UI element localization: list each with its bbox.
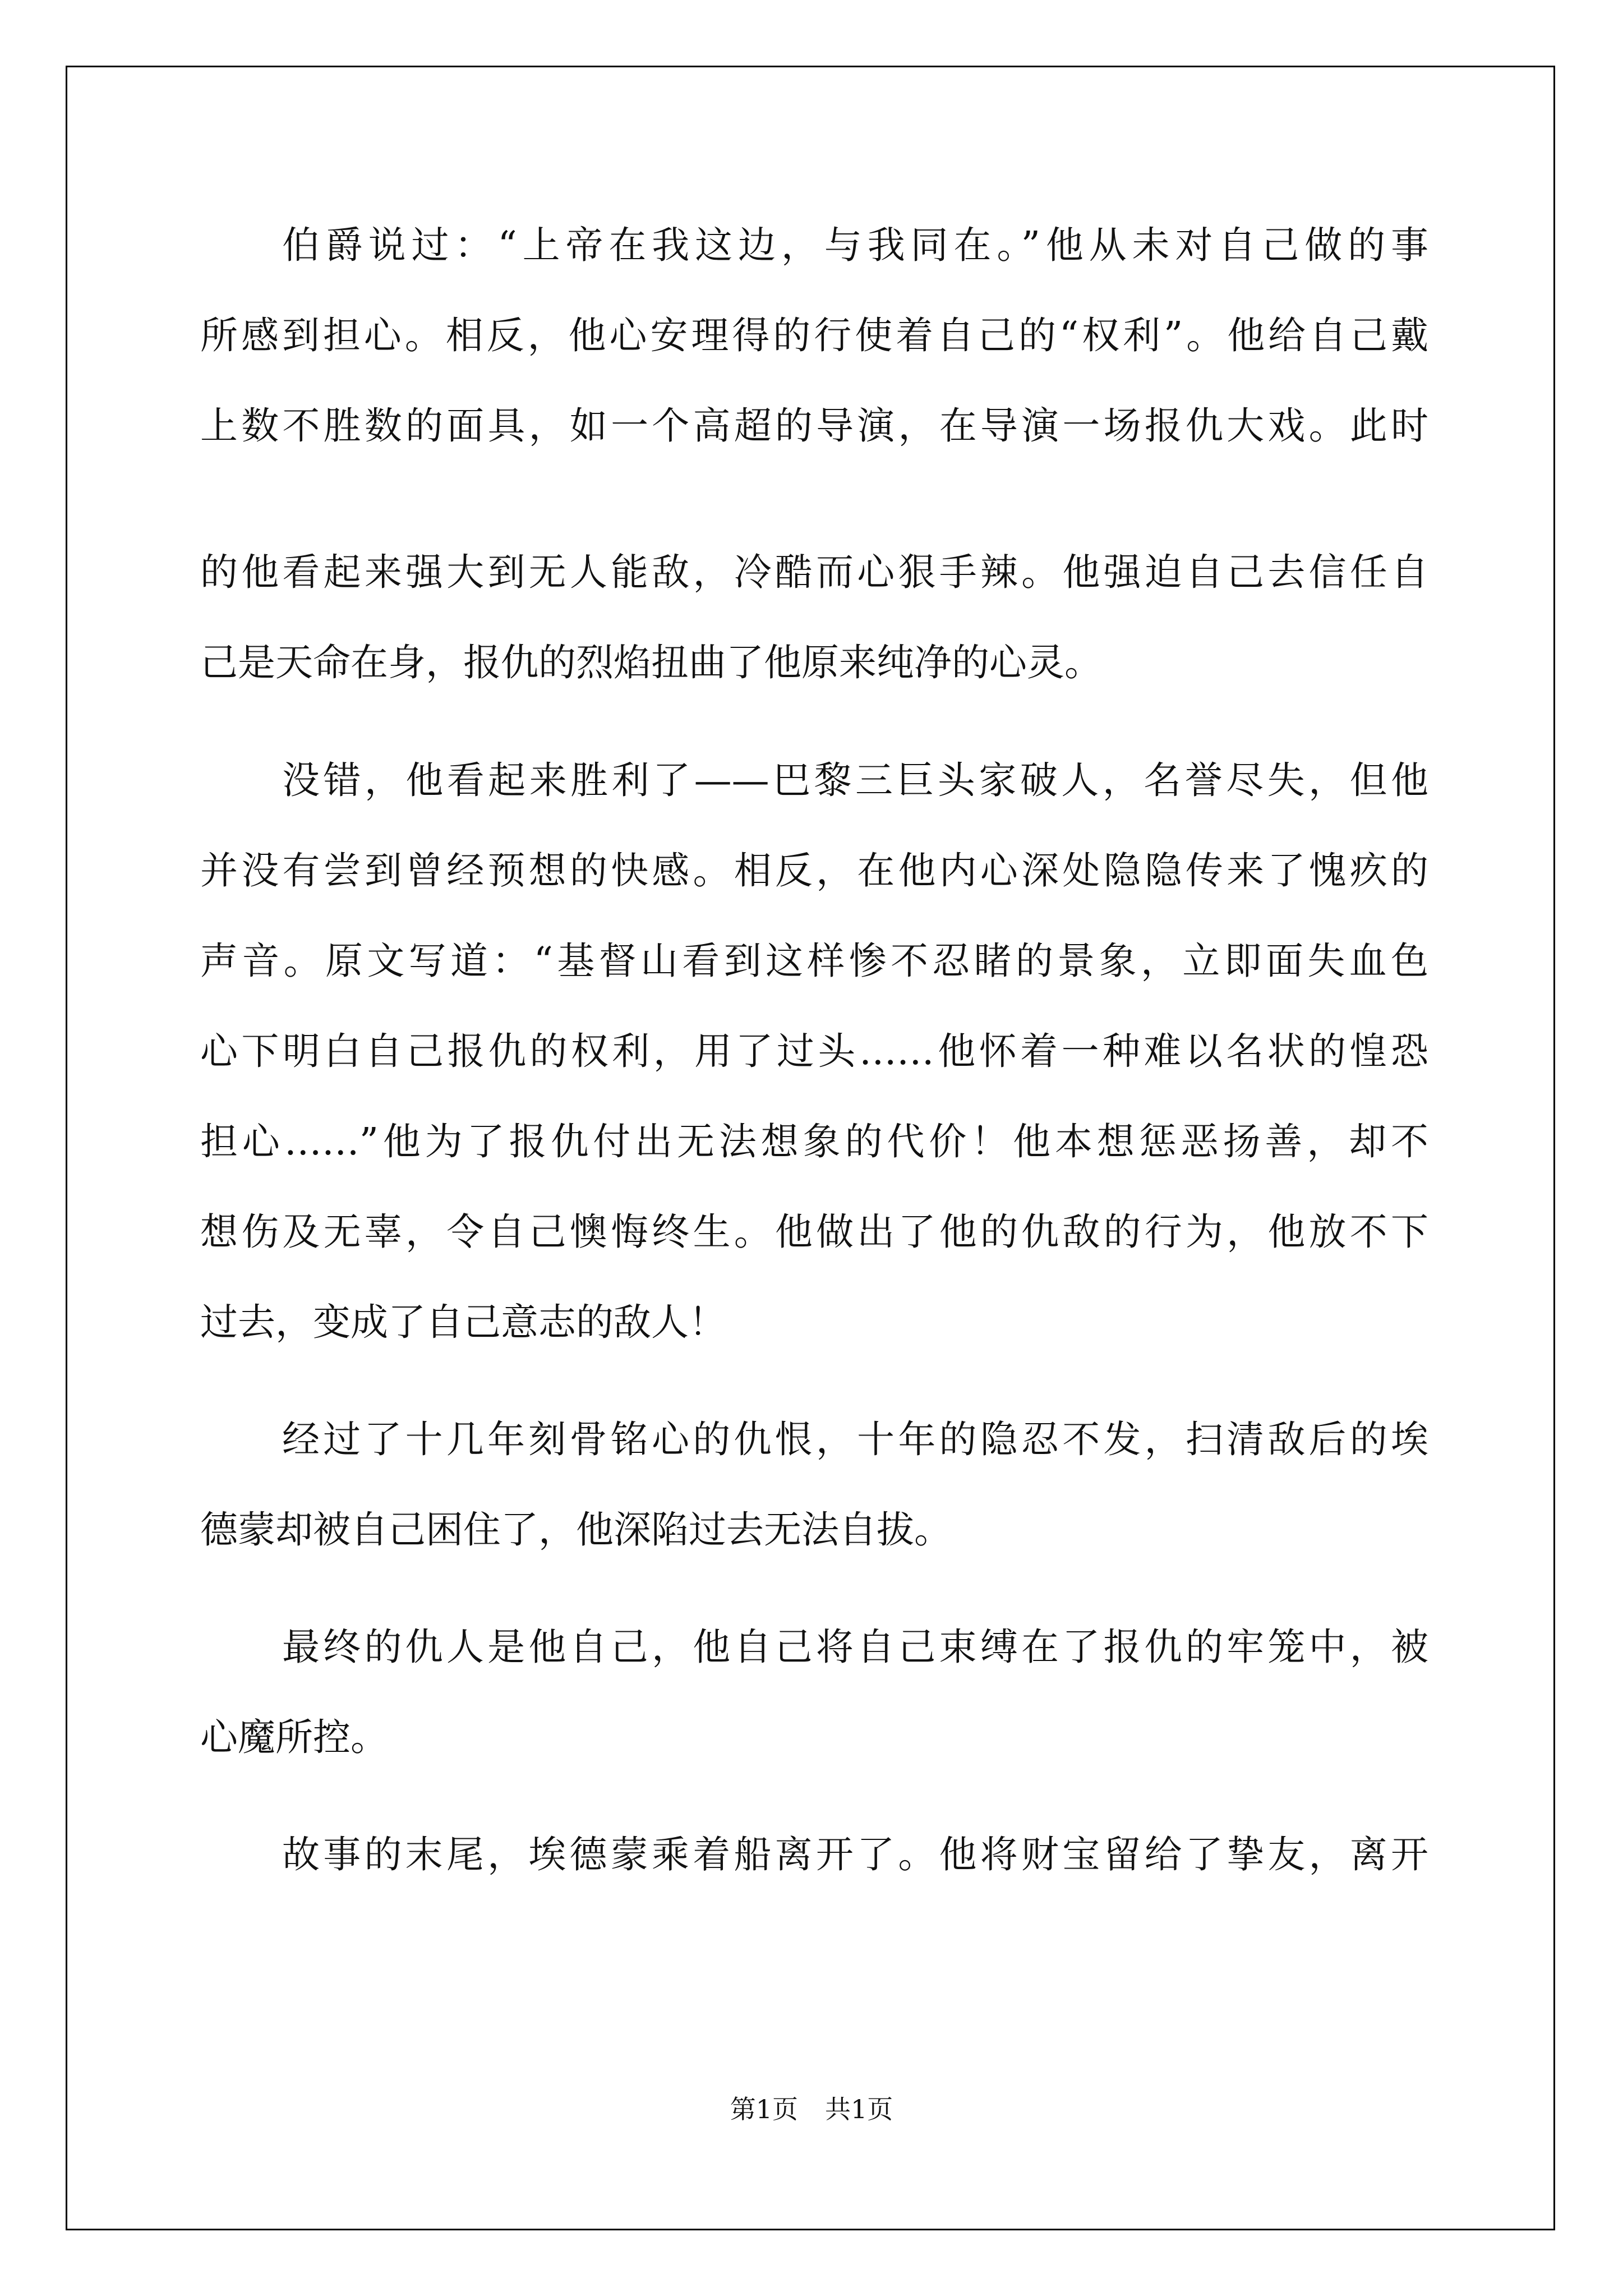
paragraph-line: 故事的末尾，埃德蒙乘着船离开了。他将财宝留给了挚友，离开 [282,1833,1428,1876]
paragraph-line: 心下明白自己报仇的权利，用了过头……他怀着一种难以名状的惶恐 [200,1029,1428,1073]
page-number: 第1页 [730,2094,798,2124]
paragraph-line: 的他看起来强大到无人能敌，冷酷而心狠手辣。他强迫自己去信任自 [200,550,1428,594]
paragraph-line: 德蒙却被自己困住了，他深陷过去无法自拔。 [200,1508,952,1552]
paragraph-line: 声音。原文写道：“基督山看到这样惨不忍睹的景象，立即面失血色 [200,939,1428,983]
paragraph-line: 上数不胜数的面具，如一个高超的导演，在导演一场报仇大戏。此时 [200,404,1428,448]
paragraph-line: 过去，变成了自己意志的敌人！ [200,1300,726,1344]
page-total: 共1页 [825,2094,893,2124]
paragraph-line: 担心……”他为了报仇付出无法想象的代价！他本想惩恶扬善，却不 [200,1120,1428,1163]
paragraph-line: 并没有尝到曾经预想的快感。相反，在他内心深处隐隐传来了愧疚的 [200,849,1428,892]
paragraph-line: 己是天命在身，报仇的烈焰扭曲了他原来纯净的心灵。 [200,641,1102,684]
page-footer [0,2093,1623,2125]
paragraph-line: 想伤及无辜，令自己懊悔终生。他做出了他的仇敌的行为，他放不下 [200,1210,1428,1254]
paragraph-line: 心魔所控。 [200,1715,388,1759]
paragraph-line: 没错，他看起来胜利了——巴黎三巨头家破人，名誉尽失，但他 [282,758,1428,802]
paragraph-line: 经过了十几年刻骨铭心的仇恨，十年的隐忍不发，扫清敌后的埃 [282,1418,1428,1461]
paragraph-line: 所感到担心。相反，他心安理得的行使着自己的“权利”。他给自己戴 [200,314,1428,357]
paragraph-line: 伯爵说过：“上帝在我这边，与我同在。”他从未对自己做的事 [282,223,1428,267]
paragraph-line: 最终的仇人是他自己，他自己将自己束缚在了报仇的牢笼中，被 [282,1625,1428,1669]
